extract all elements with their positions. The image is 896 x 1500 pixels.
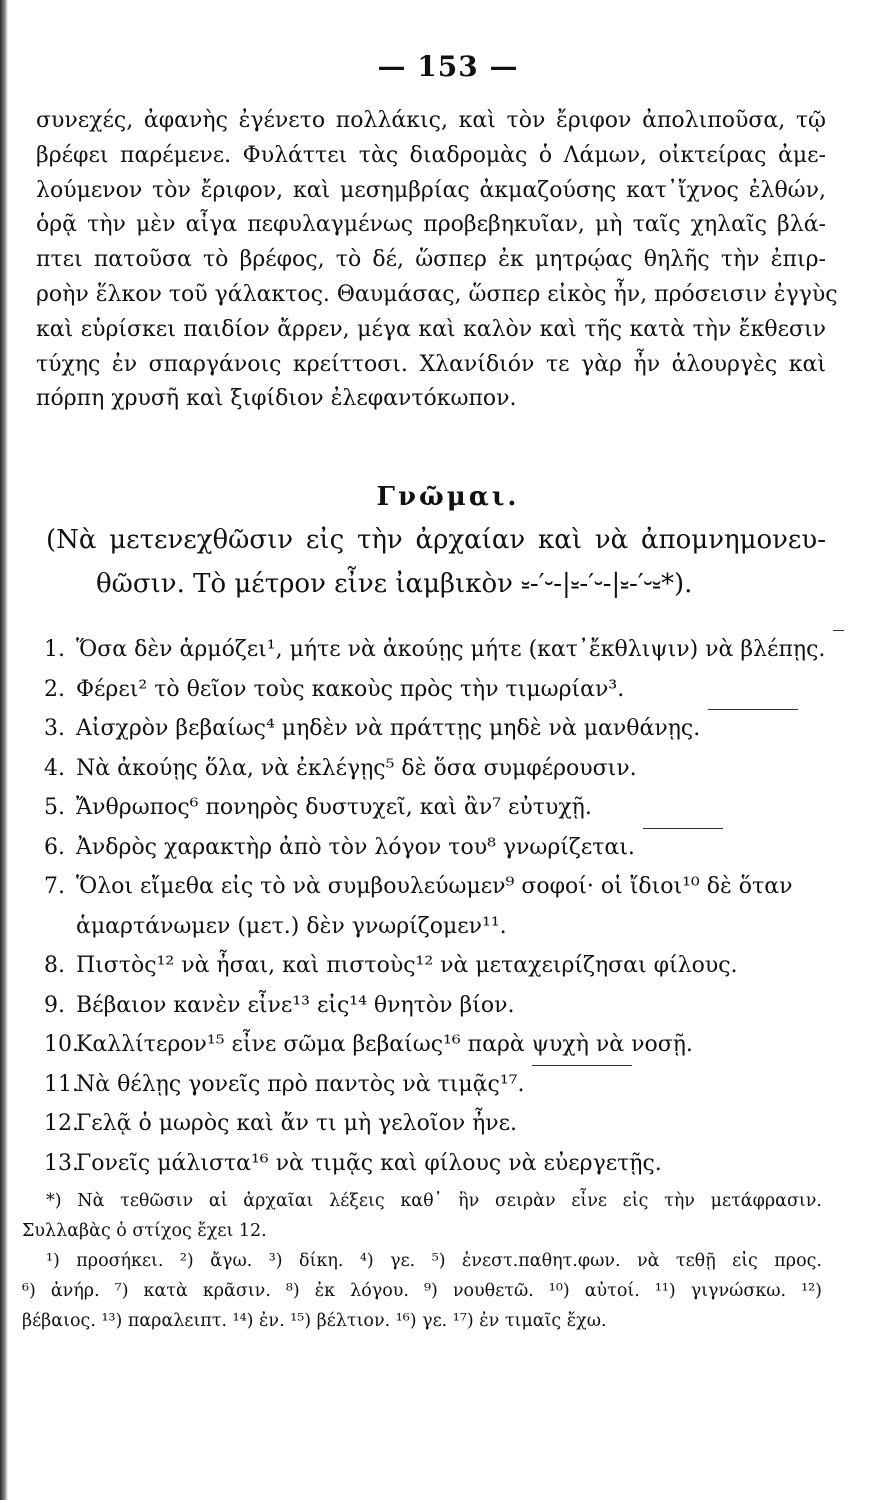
- paragraph-line: ροὴν ἕλκον τοῦ γάλακτος. Θαυμάσας, ὥσπερ εἰκὸς ἦν, πρόσεισιν ἐγγὺς: [36, 281, 838, 307]
- maxim-item: [44, 788, 844, 828]
- maxim-text: ἁμαρτάνωμεν (μετ.) δὲν γνωρίζομεν¹¹.: [76, 913, 507, 939]
- maxim-number: 9.: [44, 992, 65, 1018]
- maxim-text: Γελᾷ ὁ μωρὸς καὶ ἄν τι μὴ γελοῖον ἦνε.: [76, 1111, 518, 1136]
- maxim-item: [44, 946, 844, 986]
- maxim-item: [44, 1144, 844, 1184]
- maxim-item: [44, 867, 844, 907]
- maxim-text: Νὰ ἀκούῃς ὅλα, νὰ ἐκλέγῃς⁵ δὲ ὅσα συμφέρουσιν.: [76, 755, 637, 781]
- footnote-line: Συλλαβὰς ὁ στίχος ἔχει 12.: [22, 1221, 267, 1241]
- paragraph-line: ὁρᾷ τὴν μὲν αἶγα πεφυλαγμένως προβεβηκυῖαν, μὴ ταῖς χηλαῖς βλά-: [36, 212, 826, 238]
- footnote-line: ¹) προσήκει. ²) ἄγω. ³) δίκη. ⁴) γε. ⁵) ἐνεστ.παθητ.φων. νὰ τεθῇ εἰς προς.: [46, 1251, 822, 1271]
- story-paragraph: [36, 104, 838, 417]
- paragraph-line: συνεχές, ἀφανὴς ἐγένετο πολλάκις, καὶ τὸν ἔριφον ἀπολιποῦσα, τῷ: [36, 108, 826, 133]
- maxim-text: Νὰ θέλῃς γονεῖς πρὸ παντὸς νὰ τιμᾷς¹⁷.: [76, 1071, 525, 1097]
- footnote-line: βέβαιος. ¹³) παραλειπτ. ¹⁴) ἐν. ¹⁵) βέλτιον. ¹⁶) γε. ¹⁷) ἐν τιμαῖς ἔχω.: [22, 1311, 607, 1331]
- maxim-text: Αἰσχρὸν βεβαίως⁴ μηδὲν νὰ πράττῃς μηδὲ νὰ μανθάνῃς.: [76, 716, 701, 741]
- maxim-number: 4.: [44, 755, 65, 781]
- footnote-line: *) Νὰ τεθῶσιν αἱ ἀρχαῖαι λέξεις καθ᾿ ἣν σειρὰν εἶνε εἰς τὴν μετάφρασιν.: [46, 1191, 822, 1211]
- maxims-list: [44, 630, 844, 1183]
- maxim-number: 6.: [44, 834, 65, 860]
- handwritten-line: [643, 828, 723, 829]
- maxim-item: [44, 828, 844, 868]
- maxim-text: Ἀνδρὸς χαρακτὴρ ἀπὸ τὸν λόγον του⁸ γνωρίζεται.: [76, 834, 635, 860]
- handwritten-line: [833, 630, 844, 631]
- maxim-item: [44, 749, 844, 789]
- maxim-item-continuation: [44, 907, 844, 947]
- maxim-number: 5.: [44, 795, 65, 820]
- paragraph-line: πτει πατοῦσα τὸ βρέφος, τὸ δέ, ὥσπερ ἐκ μητρῴας θηλῆς τὴν ἐπιρ-: [36, 247, 826, 273]
- maxim-number: 12.: [44, 1111, 79, 1136]
- footnote-line: ⁶) ἀνήρ. ⁷) κατὰ κρᾶσιν. ⁸) ἐκ λόγου. ⁹) νουθετῶ. ¹⁰) αὐτοί. ¹¹) γιγνώσκω. ¹²): [22, 1281, 822, 1301]
- maxim-text: Ὅλοι εἴμεθα εἰς τὸ νὰ συμβουλεύωμεν⁹ σοφοί· οἱ ἴδιοι¹⁰ δὲ ὅταν: [76, 874, 793, 899]
- section-title: Γνῶμαι.: [376, 482, 520, 512]
- maxim-item: [44, 1065, 844, 1105]
- maxim-number: 8.: [44, 953, 65, 978]
- maxim-number: 7.: [44, 874, 65, 899]
- handwritten-line: [708, 709, 798, 710]
- maxim-text: Ὅσα δὲν ἁρμόζει¹, μήτε νὰ ἀκούῃς μήτε (κατ᾿ἔκθλιψιν) νὰ βλέπῃς.: [76, 637, 826, 662]
- maxim-number: [44, 907, 76, 947]
- maxim-text: Καλλίτερον¹⁵ εἶνε σῶμα βεβαίως¹⁶ παρὰ ψυχὴ νὰ νοσῇ.: [76, 1032, 693, 1057]
- maxim-item: [44, 1104, 844, 1144]
- maxim-number: 1.: [44, 637, 65, 662]
- maxim-text: Γονεῖς μάλιστα¹⁶ νὰ τιμᾷς καὶ φίλους νὰ εὐεργετῇς.: [76, 1150, 662, 1176]
- maxim-number: 10.: [44, 1032, 79, 1057]
- instruction-line: θῶσιν. Τὸ μέτρον εἶνε ἰαμβικὸν ⏓-′⏑-|⏓-′⏑-|⏓-′⏑⏓*).: [96, 569, 693, 599]
- maxim-item: [44, 986, 844, 1026]
- paragraph-line: πόρπη χρυσῆ καὶ ξιφίδιον ἐλεφαντόκωπον.: [36, 386, 517, 412]
- paragraph-line: καὶ εὑρίσκει παιδίον ἄρρεν, μέγα καὶ καλὸν καὶ τῆς κατὰ τὴν ἔκθεσιν: [36, 316, 826, 342]
- maxim-item: [44, 709, 844, 749]
- maxim-item: [44, 1025, 844, 1065]
- page-edge-shadow: [0, 0, 8, 1500]
- maxim-item: [44, 630, 844, 670]
- paragraph-line: βρέφει παρέμενε. Φυλάττει τὰς διαδρομὰς ὁ Λάμων, οἰκτείρας ἀμε-: [36, 142, 826, 168]
- maxim-item: [44, 670, 844, 710]
- paragraph-line: τύχης ἐν σπαργάνοις κρείττοσι. Χλανίδιόν τε γὰρ ἦν ἁλουργὲς καὶ: [36, 351, 826, 377]
- instruction-line: (Νὰ μετενεχθῶσιν εἰς τὴν ἀρχαίαν καὶ νὰ ἀπομνημονευ-: [46, 525, 826, 555]
- maxim-number: 2.: [44, 676, 65, 702]
- maxim-text: Βέβαιον κανὲν εἶνε¹³ εἰς¹⁴ θνητὸν βίον.: [76, 992, 515, 1018]
- maxim-text: Ἄνθρωπος⁶ πονηρὸς δυστυχεῖ, καὶ ἂν⁷ εὐτυχῇ.: [76, 795, 592, 820]
- page-number: — 153 —: [377, 50, 519, 83]
- footnotes: [22, 1186, 822, 1336]
- maxim-text: Φέρει² τὸ θεῖον τοὺς κακοὺς πρὸς τὴν τιμωρίαν³.: [76, 676, 625, 702]
- maxim-number: 3.: [44, 716, 65, 741]
- maxim-number: 11.: [44, 1071, 79, 1097]
- section-instruction: [46, 518, 826, 606]
- maxim-number: 13.: [44, 1150, 79, 1176]
- maxim-text: Πιστὸς¹² νὰ ἦσαι, καὶ πιστοὺς¹² νὰ μεταχειρίζησαι φίλους.: [76, 953, 738, 978]
- paragraph-line: λούμενον τὸν ἔριφον, καὶ μεσημβρίας ἀκμαζούσης κατ᾿ἴχνος ἐλθών,: [36, 177, 826, 203]
- handwritten-line: [532, 1065, 632, 1066]
